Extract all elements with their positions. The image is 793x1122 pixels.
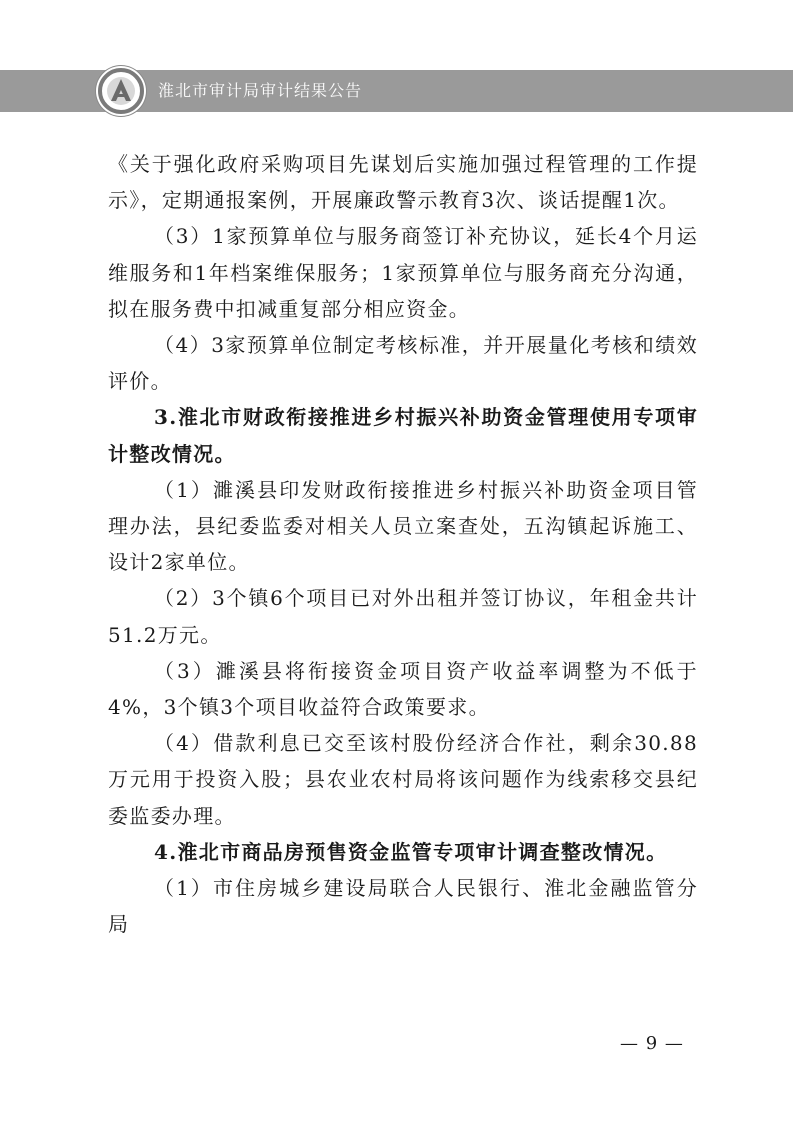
paragraph-item-3b: （3）濉溪县将衔接资金项目资产收益率调整为不低于4%，3个镇3个项目收益符合政策要求。 [108,658,698,720]
paragraph-item-1b: （1）市住房城乡建设局联合人民银行、淮北金融监管分局 [108,876,698,937]
paragraph-item-3: （3）1家预算单位与服务商签订补充协议，延长4个月运维服务和1年档案维保服务；1家预算单位与服务商充分沟通，拟在服务费中扣减重复部分相应资金。 [108,224,698,321]
document-body [108,146,698,942]
paragraph-item-1: （1）濉溪县印发财政衔接推进乡村振兴补助资金项目管理办法，县纪委监委对相关人员立案查处，五沟镇起诉施工、设计2家单位。 [108,477,698,575]
audit-emblem-icon [96,66,146,116]
page-number: — 9 — [620,1033,684,1054]
paragraph-item-4b: （4）借款利息已交至该村股份经济合作社，剩余30.88万元用于投资入股；县农业农村局将该问题作为线索移交县纪委监委办理。 [108,731,698,828]
section-heading-4: 4.淮北市商品房预售资金监管专项审计调查整改情况。 [154,839,668,864]
paragraph-item-2: （2）3个镇6个项目已对外出租并签订协议，年租金共计51.2万元。 [108,586,698,647]
paragraph-continuation: 《关于强化政府采购项目先谋划后实施加强过程管理的工作提示》，定期通报案例，开展廉政警示教育3次、谈话提醒1次。 [108,152,698,213]
header-title: 淮北市审计局审计结果公告 [158,81,363,100]
section-heading-3: 3.淮北市财政衔接推进乡村振兴补助资金管理使用专项审计整改情况。 [108,405,698,466]
paragraph-item-4: （4）3家预算单位制定考核标准，并开展量化考核和绩效评价。 [108,333,698,394]
